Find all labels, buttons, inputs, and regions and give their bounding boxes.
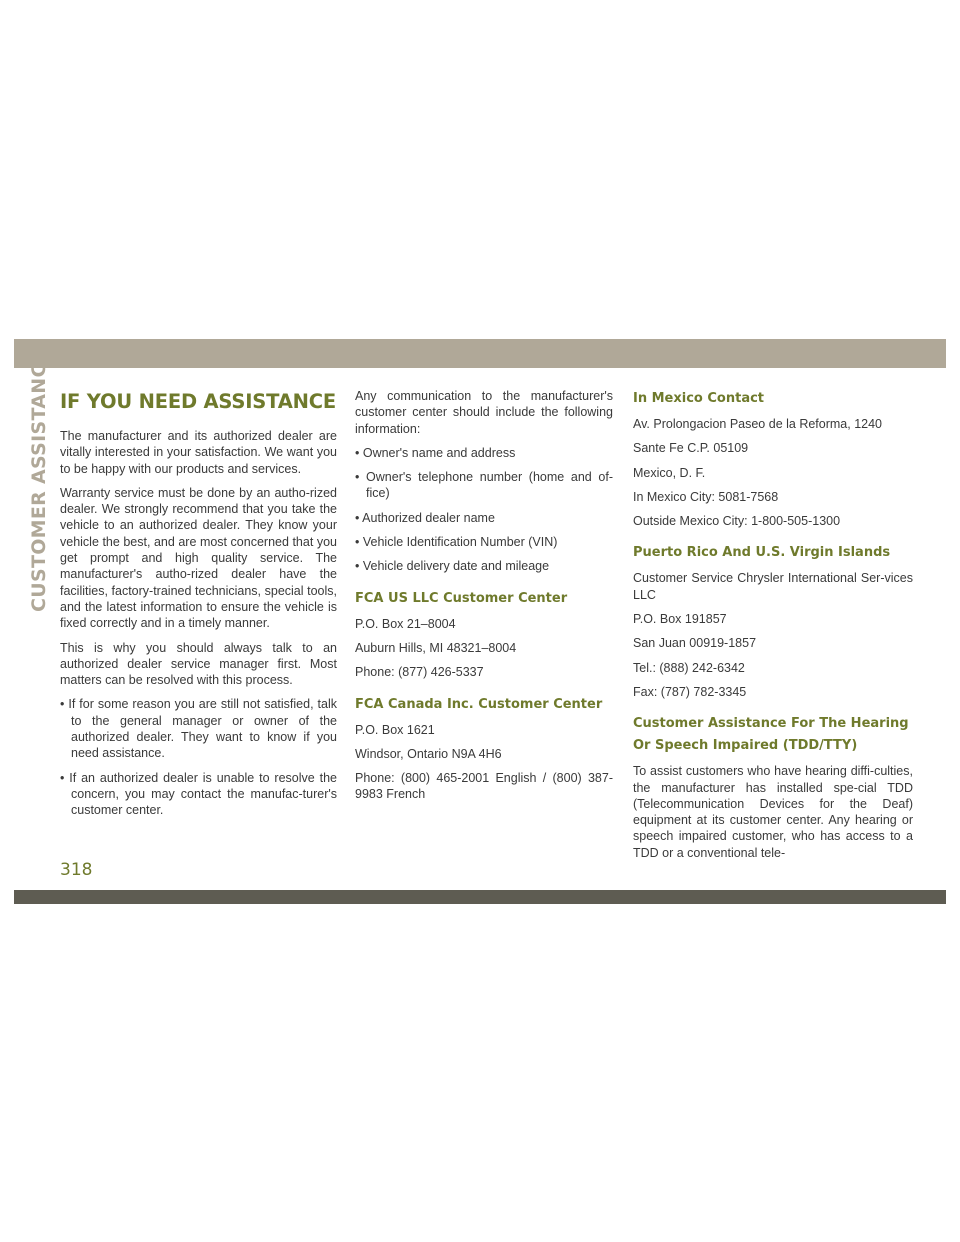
paragraph-communication: Any communication to the manufacturer's customer center should include the following information: bbox=[355, 389, 613, 436]
header-band bbox=[14, 339, 946, 368]
address-line: Av. Prolongacion Paseo de la Reforma, 1240 bbox=[633, 417, 882, 431]
bullet-item: • Owner's name and address bbox=[355, 445, 613, 461]
address-line: Windsor, Ontario N9A 4H6 bbox=[355, 746, 502, 761]
heading-mexico: In Mexico Contact bbox=[633, 391, 765, 406]
page-title: IF YOU NEED ASSISTANCE bbox=[60, 390, 336, 413]
address-line: Mexico, D. F. bbox=[633, 465, 706, 480]
footer-band bbox=[14, 890, 946, 904]
bullet-item: • Owner's telephone number (home and of-fice) bbox=[355, 469, 613, 502]
bullet-item: • Vehicle delivery date and mileage bbox=[355, 558, 613, 574]
heading-fca-canada: FCA Canada Inc. Customer Center bbox=[355, 696, 603, 712]
bullet-item: • If for some reason you are still not satisfied, talk to the general manager or owner of the authorized dealer. They want to know if you need assistance. bbox=[60, 696, 337, 761]
paragraph-intro: The manufacturer and its authorized dealer are vitally interested in your satisfaction. We want you to be happy with our products and services. bbox=[60, 429, 337, 476]
phone-line: Phone: (877) 426-5337 bbox=[355, 665, 484, 680]
phone-line: Tel.: (888) 242-6342 bbox=[633, 660, 745, 675]
bullet-item: • Authorized dealer name bbox=[355, 510, 613, 526]
address-line: P.O. Box 1621 bbox=[355, 722, 435, 737]
address-line: Auburn Hills, MI 48321–8004 bbox=[355, 640, 517, 655]
page-number: 318 bbox=[60, 860, 93, 880]
column-left bbox=[60, 388, 337, 827]
bullet-item: • Vehicle Identification Number (VIN) bbox=[355, 534, 613, 550]
phone-line: Outside Mexico City: 1-800-505-1300 bbox=[633, 514, 841, 529]
heading-hearing-impaired: Customer Assistance For The Hearing Or Speech Impaired (TDD/TTY) bbox=[633, 716, 909, 754]
paragraph-tdd: To assist customers who have hearing diffi-culties, the manufacturer has installed spe-cial TDD (Telecommunication Devices for the Deaf) equipment at its customer center. Any hearing or speech impaired customer, who has access to a TDD or a conventional tele- bbox=[633, 764, 913, 860]
column-middle bbox=[355, 388, 613, 811]
heading-fca-us: FCA US LLC Customer Center bbox=[355, 590, 568, 606]
phone-line: Phone: (800) 465-2001 English / (800) 387-9983 French bbox=[355, 771, 613, 802]
address-line: P.O. Box 191857 bbox=[633, 612, 727, 627]
column-right bbox=[633, 388, 913, 869]
fax-line: Fax: (787) 782-3345 bbox=[633, 684, 747, 699]
paragraph-dealer-first: This is why you should always talk to an authorized dealer service manager first. Most matters can be resolved with this process. bbox=[60, 640, 337, 688]
section-tab: CUSTOMER ASSISTANCE bbox=[28, 350, 50, 612]
bullet-item: • If an authorized dealer is unable to resolve the concern, you may contact the manufac-turer's customer center. bbox=[60, 770, 337, 819]
address-line: Sante Fe C.P. 05109 bbox=[633, 441, 749, 456]
phone-line: In Mexico City: 5081-7568 bbox=[633, 489, 779, 504]
address-line: P.O. Box 21–8004 bbox=[355, 616, 456, 631]
address-line: San Juan 00919-1857 bbox=[633, 636, 757, 651]
address-line: Customer Service Chrysler International Ser-vices LLC bbox=[633, 571, 913, 602]
paragraph-warranty: Warranty service must be done by an autho-rized dealer. We strongly recommend that you take the vehicle to an authorized dealer. They know your vehicle the best, and are most concerned that you get prompt and high quality service. The manufacturer's autho-rized dealer have the facilities, factory-trained technicians, special tools, and the latest information to ensure the vehicle is fixed correctly and in a timely manner. bbox=[60, 485, 337, 631]
heading-puerto-rico: Puerto Rico And U.S. Virgin Islands bbox=[633, 545, 891, 561]
